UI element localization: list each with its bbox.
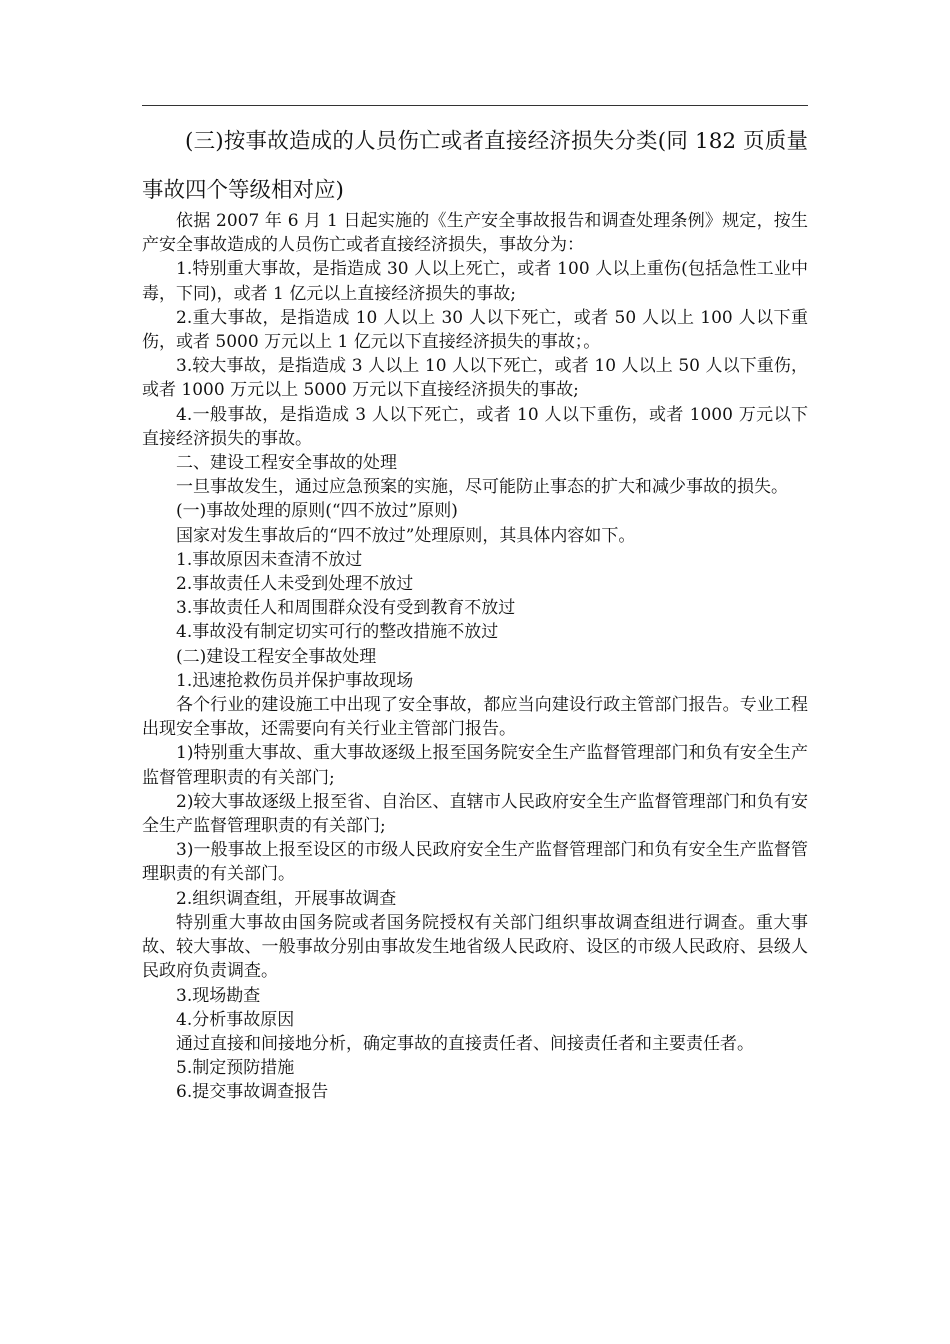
list-item-step-1: 1.迅速抢救伤员并保护事故现场 — [176, 670, 414, 691]
list-item-principle-4: 4.事故没有制定切实可行的整改措施不放过 — [176, 622, 499, 643]
list-item-report-3: 3)一般事故上报至设区的市级人民政府安全生产监督管理部门和负有安全生产监督管理职责的有关部门。 — [142, 840, 808, 885]
list-item-principle-1: 1.事故原因未查清不放过 — [176, 549, 363, 570]
list-item-report-2: 2)较大事故逐级上报至省、自治区、直辖市人民政府安全生产监督管理部门和负有安全生产监督管理职责的有关部门; — [142, 791, 808, 837]
document-body — [142, 209, 808, 1105]
paragraph-grade-3: 3.较大事故，是指造成 3 人以上 10 人以下死亡，或者 10 人以上 50 人以下重伤，或者 1000 万元以上 5000 万元以下直接经济损失的事故; — [142, 356, 808, 401]
paragraph-grade-2: 2.重大事故，是指造成 10 人以上 30 人以下死亡，或者 50 人以上 100 人以下重伤，或者 5000 万元以上 1 亿元以下直接经济损失的事故；。 — [142, 307, 808, 353]
list-item-step-6: 6.提交事故调查报告 — [176, 1082, 329, 1103]
paragraph-principles-intro: 国家对发生事故后的“四不放过”处理原则，其具体内容如下。 — [176, 525, 636, 546]
list-item-step-3: 3.现场勘查 — [176, 985, 261, 1006]
paragraph-grade-4: 4.一般事故，是指造成 3 人以下死亡，或者 10 人以下重伤，或者 1000 万元以下直接经济损失的事故。 — [142, 404, 808, 449]
paragraph-analysis: 通过直接和间接地分析，确定事故的直接责任者、间接责任者和主要责任者。 — [176, 1033, 754, 1054]
subsection-title-principles: (一)事故处理的原则(“四不放过”原则) — [176, 501, 458, 522]
list-item-step-2: 2.组织调查组，开展事故调查 — [176, 888, 397, 909]
paragraph-grade-1: 1.特别重大事故，是指造成 30 人以上死亡，或者 100 人以上重伤(包括急性工业中毒，下同)，或者 1 亿元以上直接经济损失的事故; — [142, 259, 808, 304]
list-item-principle-2: 2.事故责任人未受到处理不放过 — [176, 574, 414, 595]
paragraph-regulation-intro: 依据 2007 年 6 月 1 日起实施的《生产安全事故报告和调查处理条例》规定，按生产安全事故造成的人员伤亡或者直接经济损失，事故分为： — [142, 211, 808, 256]
subsection-title-procedure: (二)建设工程安全事故处理 — [176, 646, 377, 667]
section-title-handling: 二、建设工程安全事故的处理 — [176, 453, 397, 474]
list-item-step-4: 4.分析事故原因 — [176, 1009, 295, 1030]
list-item-report-1: 1)特别重大事故、重大事故逐级上报至国务院安全生产监督管理部门和负有安全生产监督管理职责的有关部门; — [142, 743, 808, 788]
list-item-principle-3: 3.事故责任人和周围群众没有受到教育不放过 — [176, 598, 516, 619]
section-heading: (三)按事故造成的人员伤亡或者直接经济损失分类(同 182 页质量事故四个等级相对应) — [142, 129, 808, 203]
paragraph-investigation: 特别重大事故由国务院或者国务院授权有关部门组织事故调查组进行调查。重大事故、较大事故、一般事故分别由事故发生地省级人民政府、设区的市级人民政府、县级人民政府负责调查。 — [142, 912, 808, 982]
paragraph-reporting: 各个行业的建设施工中出现了安全事故，都应当向建设行政主管部门报告。专业工程出现安全事故，还需要向有关行业主管部门报告。 — [142, 695, 808, 740]
list-item-step-5: 5.制定预防措施 — [176, 1058, 295, 1079]
header-rule — [142, 105, 808, 106]
paragraph-emergency: 一旦事故发生，通过应急预案的实施，尽可能防止事态的扩大和减少事故的损失。 — [176, 477, 788, 498]
